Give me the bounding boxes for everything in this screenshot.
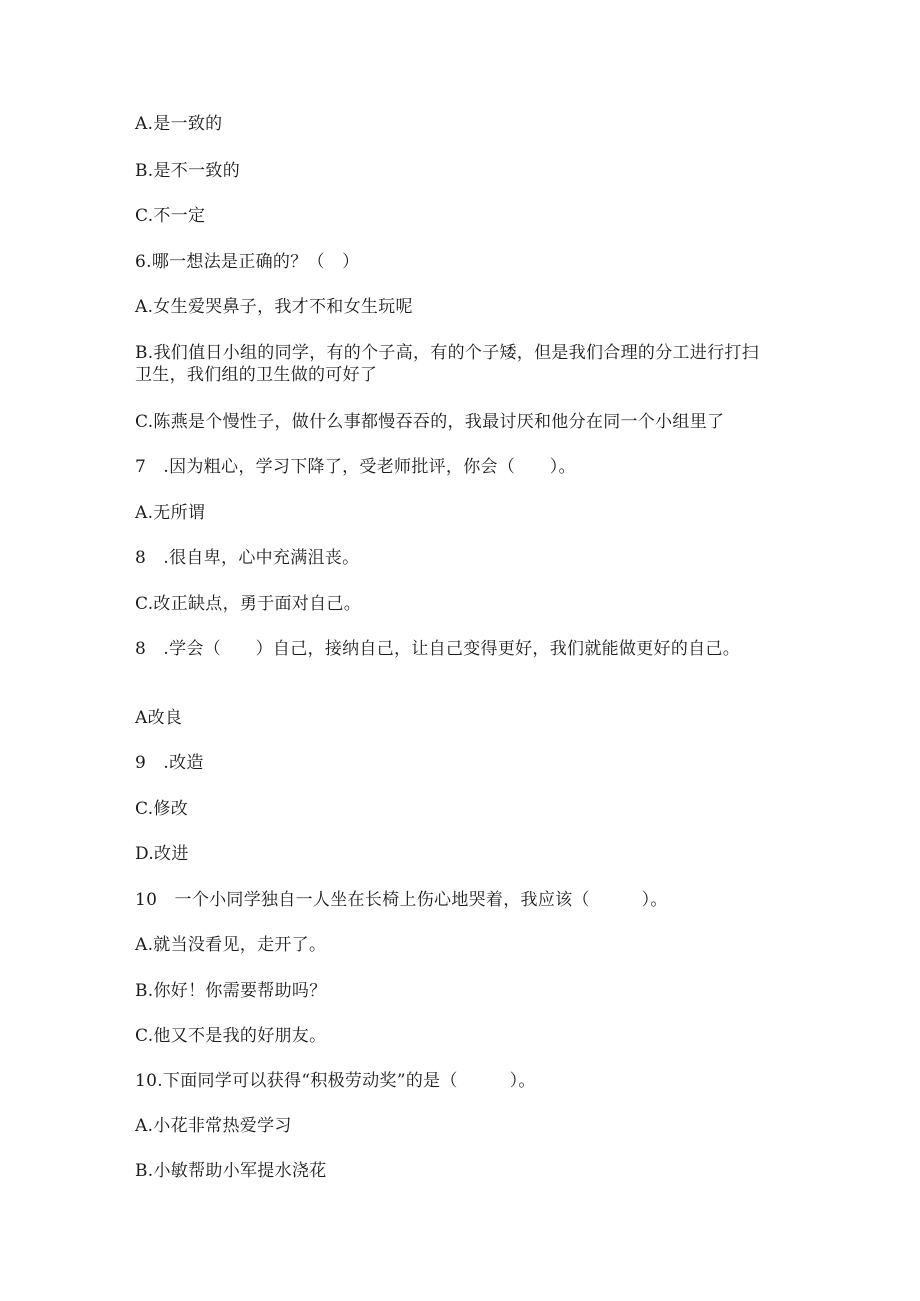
question-text: 9 .改造 [135, 753, 204, 773]
option-text: B.我们值日小组的同学，有的个子高，有的个子矮，但是我们合理的分工进行打扫卫生，我们组的卫生做的可好了 [135, 343, 759, 385]
option-text: A.是一致的 [135, 114, 223, 134]
option-text: C.他又不是我的好朋友。 [135, 1026, 327, 1046]
option-text: B.你好！你需要帮助吗？ [135, 981, 327, 1001]
option-text: A改良 [135, 708, 183, 728]
question-text: 8 .很自卑，心中充满沮丧。 [135, 548, 360, 568]
option-text: C.不一定 [135, 206, 206, 226]
option-text: C.改正缺点，勇于面对自己。 [135, 594, 362, 614]
question-text: 10 一个小同学独自一人坐在长椅上伤心地哭着，我应该（ ）。 [135, 890, 668, 910]
option-text: A.女生爱哭鼻子，我才不和女生玩呢 [135, 297, 413, 317]
option-text: A.无所谓 [135, 503, 206, 523]
option-text: A.就当没看见，走开了。 [135, 935, 327, 955]
question-text: 7 .因为粗心，学习下降了，受老师批评，你会（ ）。 [135, 457, 576, 477]
question-text: 6.哪一想法是正确的？（ ） [135, 252, 360, 272]
option-text: B.小敏帮助小军提水浇花 [135, 1161, 327, 1181]
option-text: C.修改 [135, 799, 189, 819]
option-text: A.小花非常热爱学习 [135, 1116, 292, 1136]
option-text: C.陈燕是个慢性子，做什么事都慢吞吞的，我最讨厌和他分在同一个小组里了 [135, 412, 725, 432]
option-text: B.是不一致的 [135, 161, 240, 181]
question-text: 8 .学会（ ）自己，接纳自己，让自己变得更好，我们就能做更好的自己。 [135, 639, 741, 659]
question-text: 10.下面同学可以获得“积极劳动奖”的是（ ）。 [135, 1071, 536, 1091]
option-text: D.改进 [135, 844, 189, 864]
